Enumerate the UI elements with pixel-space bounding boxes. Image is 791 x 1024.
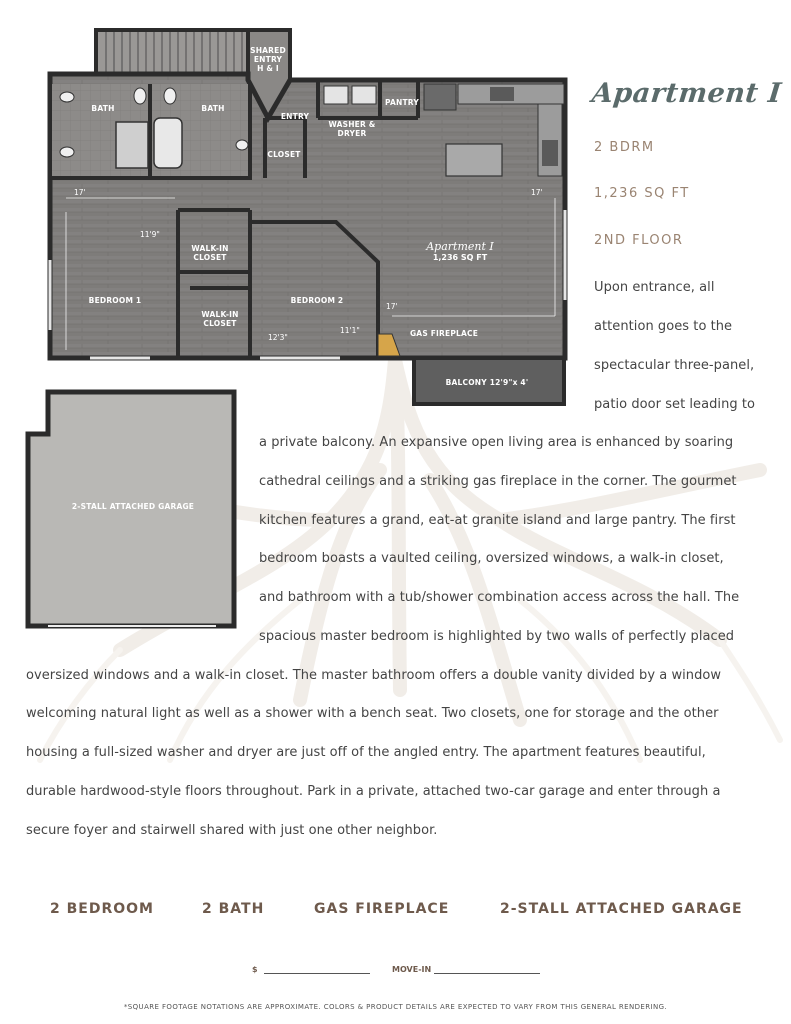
room-label-walkin-closet-2: WALK-IN CLOSET (201, 310, 239, 328)
dimension-label: 11'1" (340, 326, 360, 335)
dimension-label: 11'9" (140, 230, 160, 239)
room-label-walkin-closet-1: WALK-IN CLOSET (191, 244, 229, 262)
room-label-bedroom-2: BEDROOM 2 (290, 296, 344, 305)
description-line: spacious master bedroom is highlighted by two walls of perfectly placed (259, 629, 735, 644)
dimension-label: 12'3" (268, 333, 288, 342)
spec-sqft: 1,236 SQ FT (594, 186, 690, 201)
price-label: $ (252, 965, 258, 974)
room-label-pantry: PANTRY (384, 98, 419, 107)
description-line: patio door set leading to (594, 397, 756, 412)
movein-label: MOVE-IN (392, 965, 432, 974)
room-label-bath-left: BATH (91, 104, 115, 113)
feature-garage: 2-STALL ATTACHED GARAGE (500, 901, 743, 917)
description-line: cathedral ceilings and a striking gas fireplace in the corner. The gourmet (259, 474, 737, 489)
description-line: housing a full-sized washer and dryer are just off of the angled entry. The apartment features beautiful, (26, 745, 706, 760)
description-line: spectacular three-panel, (594, 358, 755, 373)
feature-bedroom: 2 BEDROOM (50, 901, 154, 917)
description-line: durable hardwood-style floors throughout. Park in a private, attached two-car garage and enter through a (26, 784, 721, 799)
kitchen-island (446, 144, 502, 176)
description-line: Upon entrance, all (594, 280, 715, 295)
room-label-washer-dryer: WASHER & DRYER (328, 120, 376, 138)
spec-bedrooms: 2 BDRM (594, 140, 655, 155)
stairs (96, 30, 248, 74)
room-label-entry: ENTRY (280, 112, 310, 121)
price-line (264, 973, 370, 974)
description-line: bedroom boasts a vaulted ceiling, oversized windows, a walk-in closet, (259, 551, 724, 566)
feature-bath: 2 BATH (202, 901, 265, 917)
room-label-bedroom-1: BEDROOM 1 (88, 296, 142, 305)
description-line: attention goes to the (594, 319, 733, 334)
description-line: welcoming natural light as well as a shower with a bench seat. Two closets, one for storage and the other (26, 706, 719, 721)
plan-center-size: 1,236 SQ FT (432, 253, 488, 262)
plan-center-label (410, 240, 510, 262)
plan-center-name: Apartment I (426, 240, 494, 253)
room-label-bath-right: BATH (201, 104, 225, 113)
description-line: and bathroom with a tub/shower combination access across the hall. The (259, 590, 740, 605)
description-line: oversized windows and a walk-in closet. The master bathroom offers a double vanity divided by a window (26, 668, 722, 683)
dimension-label: 17' (531, 188, 543, 197)
description-line: secure foyer and stairwell shared with just one other neighbor. (26, 823, 438, 838)
feature-fireplace: GAS FIREPLACE (314, 901, 450, 917)
room-label-balcony: BALCONY 12'9"x 4' (445, 378, 529, 387)
footer-disclaimer: *SQUARE FOOTAGE NOTATIONS ARE APPROXIMATE. COLORS & PRODUCT DETAILS ARE EXPECTED TO VARY FROM THIS GENERAL RENDERING. (123, 1003, 668, 1011)
page-title: Apartment I (590, 78, 784, 109)
dimension-label: 17' (74, 188, 86, 197)
movein-line (434, 973, 540, 974)
description-line: a private balcony. An expansive open living area is enhanced by soaring (259, 435, 734, 450)
room-label-shared-entry: SHARED ENTRY H & I (250, 46, 286, 73)
room-label-gas-fireplace: GAS FIREPLACE (409, 329, 479, 338)
room-label-closet: CLOSET (267, 150, 301, 159)
dimension-label: 17' (386, 302, 398, 311)
room-label-garage: 2-STALL ATTACHED GARAGE (71, 502, 195, 511)
description-line: kitchen features a grand, eat-at granite island and large pantry. The first (259, 513, 736, 528)
spec-floor: 2ND FLOOR (594, 233, 684, 248)
